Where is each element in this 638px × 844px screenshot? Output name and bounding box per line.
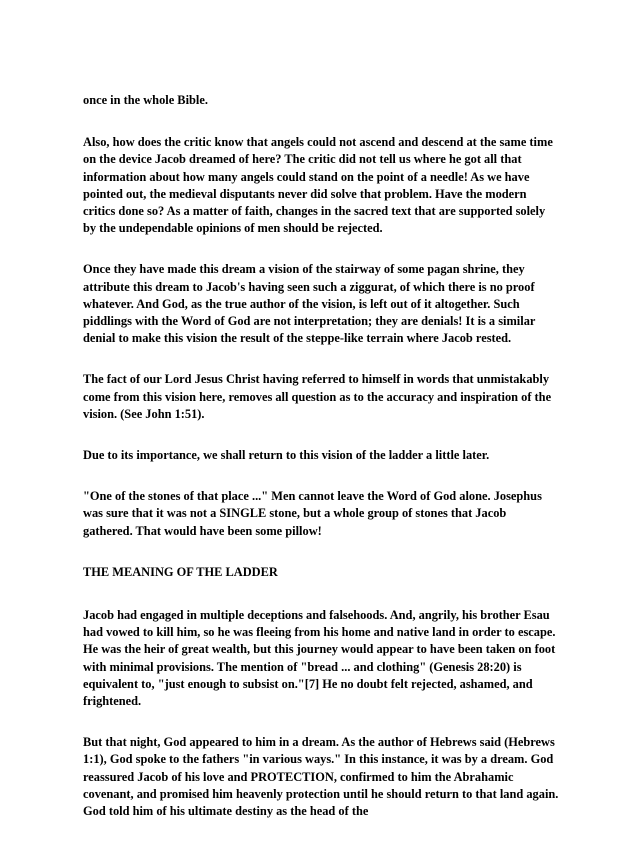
paragraph-2: Also, how does the critic know that angels could not ascend and descend at the same time on the device Jacob dreamed of here? The critic did not tell us where he got all that information about how many angels could stand on the point of a needle! As we have pointed out, the medieval disputants never did solve that problem. Have the modern critics done so? As a matter of faith, changes in the sacred text that are supported solely by the undependable opinions of men should be rejected. bbox=[83, 135, 553, 236]
paragraph-4: The fact of our Lord Jesus Christ having referred to himself in words that unmistakably come from this vision here, removes all question as to the accuracy and inspiration of the vision. (See John 1:51). bbox=[83, 372, 552, 421]
paragraph-7: Jacob had engaged in multiple deceptions and falsehoods. And, angrily, his brother Esau had vowed to kill him, so he was fleeing from his home and native land in order to escape. He was the heir of great wealth, but this journey would appear to have been taken on foot with minimal provisions. The mention of "bread ... and clothing" (Genesis 28:20) is equivalent to, "just enough to subsist on."[7] He no doubt felt rejected, ashamed, and frightened. bbox=[83, 608, 556, 709]
document-page bbox=[83, 92, 559, 844]
paragraph-6: "One of the stones of that place ..." Men cannot leave the Word of God alone. Josephus was sure that it was not a SINGLE stone, but a whole group of stones that Jacob gathered. That would have been some pillow! bbox=[83, 489, 542, 538]
paragraph-8: But that night, God appeared to him in a dream. As the author of Hebrews said (Hebrews 1:1), God spoke to the fathers "in various ways." In this instance, it was by a dream. God reassured Jacob of his love and PROTECTION, confirmed to him the Abrahamic covenant, and promised him heavenly protection until he should return to that land again. God told him of his ultimate destiny as the head of the bbox=[83, 735, 559, 819]
paragraph-3: Once they have made this dream a vision of the stairway of some pagan shrine, they attribute this dream to Jacob's having seen such a ziggurat, of which there is no proof whatever. And God, as the true author of the vision, is left out of it altogether. Such piddlings with the Word of God are not interpretation; they are denials! It is a similar denial to make this vision the result of the steppe-like terrain where Jacob rested. bbox=[83, 262, 536, 346]
paragraph-5: Due to its importance, we shall return to this vision of the ladder a little later. bbox=[83, 448, 490, 463]
section-heading: THE MEANING OF THE LADDER bbox=[83, 564, 278, 579]
paragraph-1: once in the whole Bible. bbox=[83, 93, 208, 107]
